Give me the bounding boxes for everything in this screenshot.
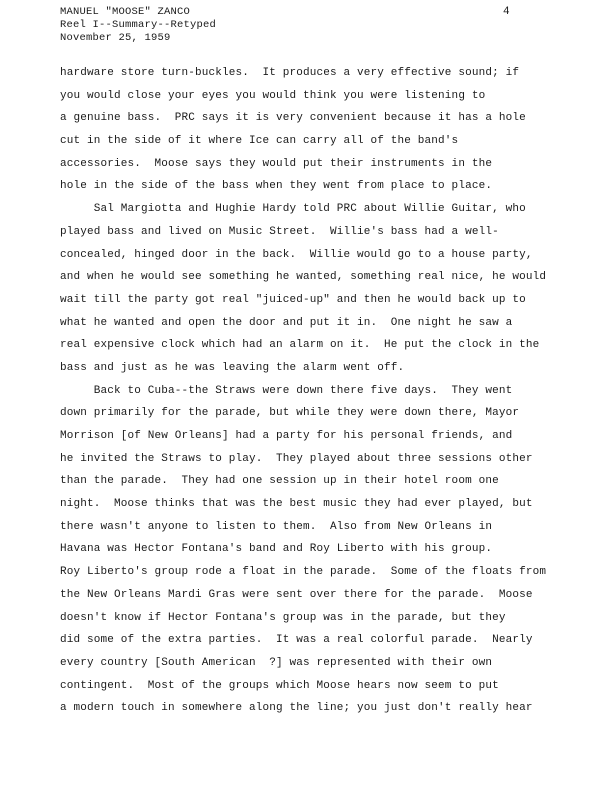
header-line-name: MANUEL "MOOSE" ZANCO xyxy=(60,6,191,18)
text-line: Sal Margiotta and Hughie Hardy told PRC about Willie Guitar, who xyxy=(60,203,526,216)
document-header xyxy=(60,6,216,45)
text-line: Havana was Hector Fontana's band and Roy Liberto with his group. xyxy=(60,543,493,556)
text-line: down primarily for the parade, but while they were down there, Mayor xyxy=(60,407,520,420)
text-line: wait till the party got real "juiced-up" and then he would back up to xyxy=(60,293,526,306)
text-line: than the parade. They had one session up in their hotel room one xyxy=(60,475,499,488)
text-line: Back to Cuba--the Straws were down there five days. They went xyxy=(60,384,513,397)
text-line: bass and just as he was leaving the alarm went off. xyxy=(60,361,405,374)
body-text xyxy=(60,62,560,720)
text-line: and when he would see something he wanted, something real nice, he would xyxy=(60,271,547,284)
text-line: cut in the side of it where Ice can carry all of the band's xyxy=(60,135,459,148)
text-line: a modern touch in somewhere along the line; you just don't really hear xyxy=(60,702,533,715)
text-line: he invited the Straws to play. They played about three sessions other xyxy=(60,452,533,465)
text-line: real expensive clock which had an alarm on it. He put the clock in the xyxy=(60,339,540,352)
text-line: hardware store turn-buckles. It produces a very effective sound; if xyxy=(60,67,520,79)
text-line: you would close your eyes you would think you were listening to xyxy=(60,89,486,102)
text-line: what he wanted and open the door and put it in. One night he saw a xyxy=(60,316,513,329)
text-line: Roy Liberto's group rode a float in the parade. Some of the floats from xyxy=(60,566,547,579)
text-line: every country [South American ?] was represented with their own xyxy=(60,656,493,669)
text-line: accessories. Moose says they would put their instruments in the xyxy=(60,157,493,170)
text-line: played bass and lived on Music Street. Willie's bass had a well- xyxy=(60,225,499,238)
text-line: contingent. Most of the groups which Moose hears now seem to put xyxy=(60,679,499,692)
text-line: concealed, hinged door in the back. Willie would go to a house party, xyxy=(60,248,533,261)
text-line: doesn't know if Hector Fontana's group was in the parade, but they xyxy=(60,611,506,624)
text-line: there wasn't anyone to listen to them. Also from New Orleans in xyxy=(60,520,493,533)
header-line-reel: Reel I--Summary--Retyped xyxy=(60,19,217,31)
header-line-date: November 25, 1959 xyxy=(60,32,171,44)
page-number: 4 xyxy=(503,6,510,18)
text-line: a genuine bass. PRC says it is very convenient because it has a hole xyxy=(60,112,526,125)
text-line: did some of the extra parties. It was a real colorful parade. Nearly xyxy=(60,634,533,647)
text-line: night. Moose thinks that was the best music they had ever played, but xyxy=(60,498,533,511)
text-line: Morrison [of New Orleans] had a party for his personal friends, and xyxy=(60,430,513,442)
text-line: hole in the side of the bass when they went from place to place. xyxy=(60,180,493,193)
text-line: the New Orleans Mardi Gras were sent over there for the parade. Moose xyxy=(60,588,533,601)
